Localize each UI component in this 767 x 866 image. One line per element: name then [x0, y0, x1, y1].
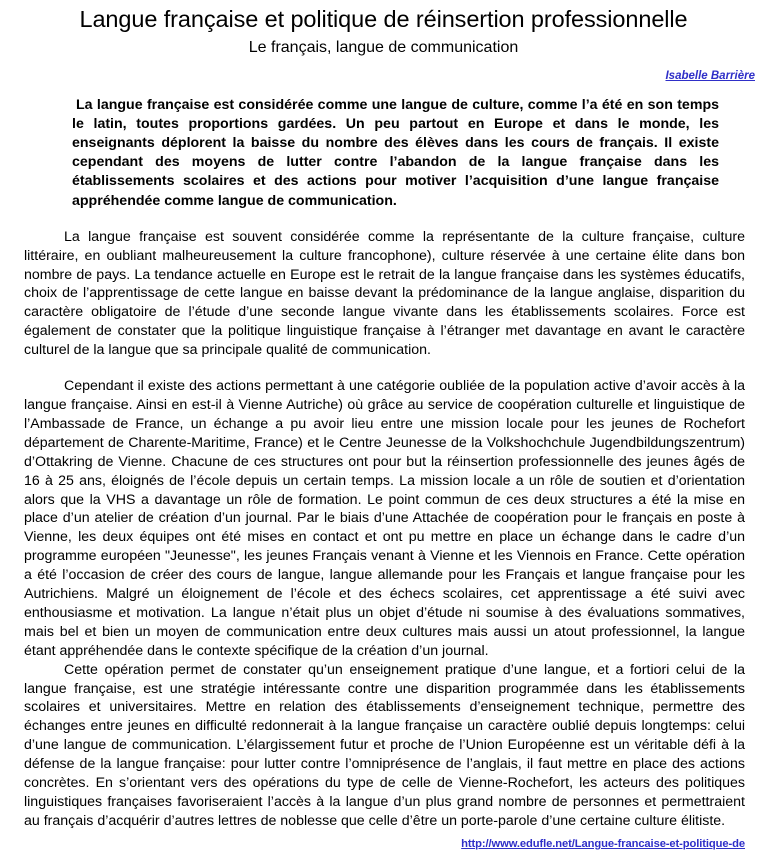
source-footer — [0, 831, 767, 852]
page-subtitle: Le français, langue de communication — [248, 38, 519, 56]
source-url-link[interactable]: http://www.edufle.net/Langue-francaise-et-politique-de — [461, 837, 745, 850]
author-link[interactable]: Isabelle Barrière — [665, 69, 755, 82]
paragraph-2: Cependant il existe des actions permettant à une catégorie oubliée de la population active d’avoir accès à la langue française. Ainsi en est-il à Vienne Autriche) où grâce au service de coopération culturelle et linguistique de l’Ambassade de France, un échange a pu avoir lieu entre une mission locale pour les jeunes de Rochefort département de Charente-Maritime, France) et le Centre Jeunesse de la Volkshochchule Jugendbildungszentrum) d’Ottakring de Vienne. Chacune de ces structures ont pour but la réinsertion professionnelle des jeunes âgés de 16 à 25 ans, éloignés de l’école depuis un certain temps. La mission locale a un rôle de soutien et d’orientation alors que la VHS a davantage un rôle de formation. Le point commun de ces deux structures a été la mise en place d’un atelier de création d’un journal. Par le biais d’une Attachée de coopération pour le français en poste à Vienne, les deux équipes ont été mises en contact et ont pu mettre en place un échange dans le cadre d’un programme européen "Jeunesse", les jeunes Français venant à Vienne et les Viennois en France. Cette opération a été l’occasion de créer des cours de langue, langue allemande pour les Français et langue française pour les Autrichiens. Malgré un éloignement de l’école et des échecs scolaires, cet apprentissage a été suivi avec enthousiasme et motivation. La langue n’était plus un objet d’étude ni soumise à des évaluations sommatives, mais bel et bien un moyen de communication entre deux cultures mais aussi un atout professionnel, la langue étant appréhendée dans le contexte spécifique de la création d’un journal. — [24, 378, 745, 659]
paragraph-3: Cette opération permet de constater qu’un enseignement pratique d’une langue, et a fortiori celui de la langue française, est une stratégie intéressante contre une disparition programmée dans les établissements scolaires et universitaires. Mettre en relation des établissements d’enseignement technique, permettre des échanges entre jeunes en difficulté redonnerait à la langue française un caractère oublié depuis longtemps: celui d’une langue de communication. L’élargissement futur et proche de l’Union Européenne est un véritable défi à la défense de la langue française: pour lutter contre l’omniprésence de l’anglais, il faut mettre en place des actions concrètes. En s’orientant vers des opérations du type de celle de Vienne-Rochefort, les acteurs des politiques linguistiques françaises favoriseraient l’accès à la langue d’un plus grand nombre de personnes et permettraient au français d’acquérir d’autres lettres de noblesse que celle d’être un porte-parole d’une certaine culture élitiste. — [24, 661, 745, 829]
paragraph-1: La langue française est souvent considérée comme la représentante de la culture française, culture littéraire, en oubliant malheureusement la culture francophone), culture réservée à une certaine élite dans bon nombre de pays. La tendance actuelle en Europe est le retrait de la langue française dans les systèmes éducatifs, choix de l’apprentissage de cette langue en baisse devant la prédominance de la langue anglaise, disparition du caractère obligatoire de l’étude d’une seconde langue vivante dans les établissements scolaires. Force est également de constater que la politique linguistique française à l’étranger met davantage en avant le caractère culturel de la langue que sa principale qualité de communication. — [24, 228, 745, 359]
lead-paragraph: La langue française est considérée comme une langue de culture, comme l’a été en son temps le latin, toutes proportions gardées. Un peu partout en Europe et dans le monde, les enseignants déplorent la baisse du nombre des élèves dans les cours de français. Il existe cependant des moyens de lutter contre l’abandon de la langue française dans les établissements scolaires et des actions pour motiver l’acquisition d’une langue française appréhendée comme langue de communication. — [72, 96, 719, 209]
document-body — [0, 96, 767, 831]
page-title: Langue française et politique de réinsertion professionnelle — [79, 6, 688, 32]
author-byline — [0, 57, 767, 84]
